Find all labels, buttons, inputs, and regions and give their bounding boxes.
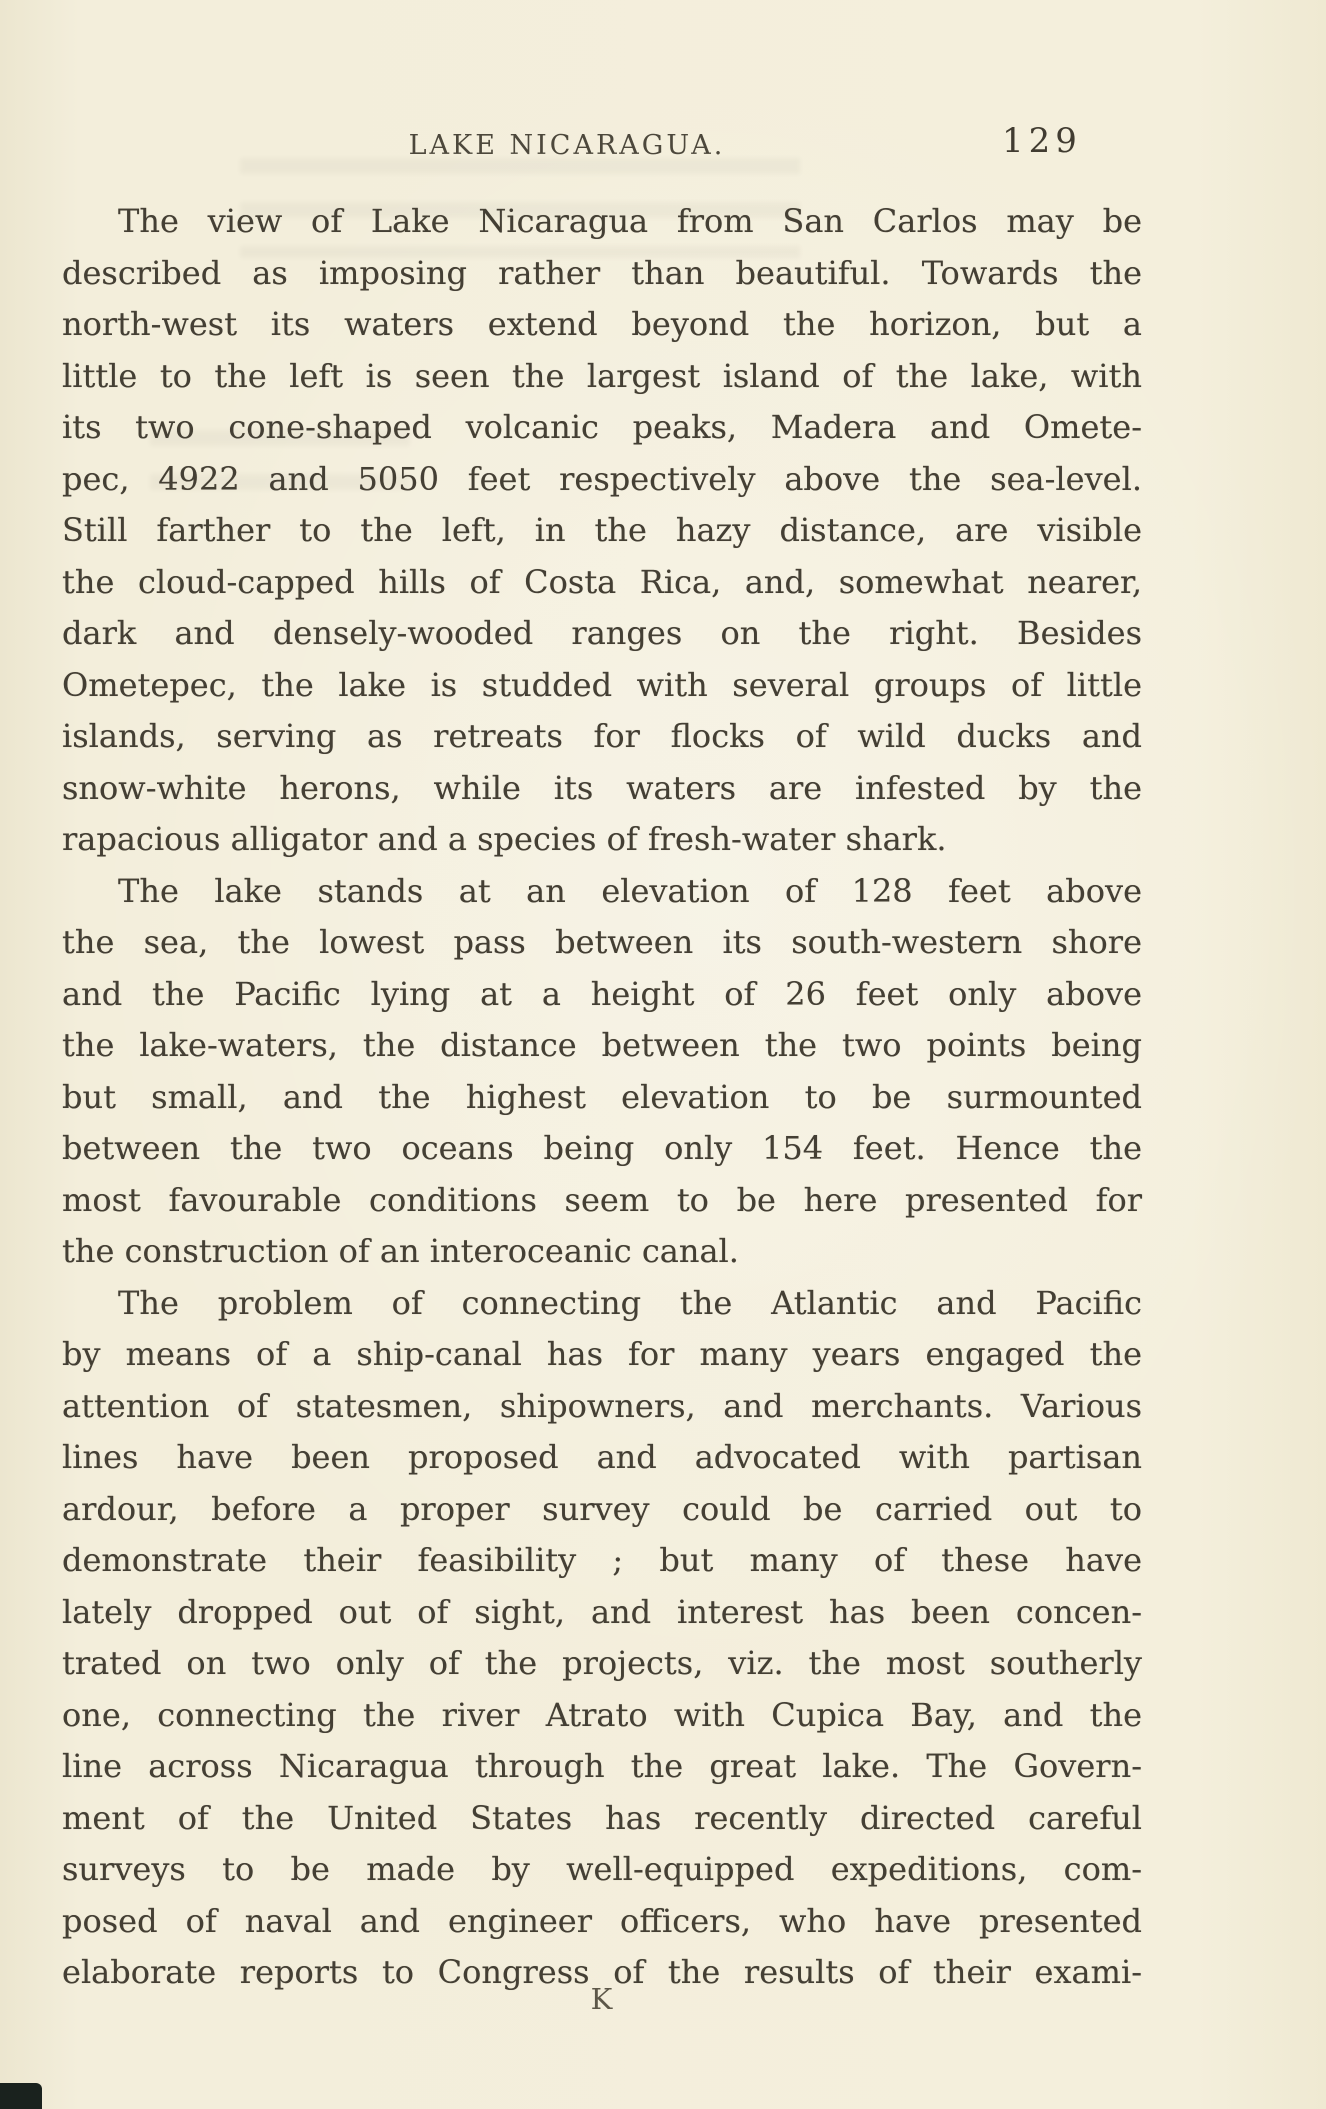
text-line: dark and densely-wooded ranges on the right. Besides	[62, 614, 1142, 652]
text-line: the sea, the lowest pass between its south-western shore	[62, 923, 1142, 961]
text-line: the cloud-capped hills of Costa Rica, and, somewhat nearer,	[62, 562, 1142, 601]
text-line: The problem of connecting the Atlantic and Pacific	[118, 1283, 1142, 1322]
text-line: The lake stands at an elevation of 128 feet above	[118, 871, 1142, 910]
text-line: its two cone-shaped volcanic peaks, Madera and Omete-	[62, 408, 1142, 446]
paragraph	[62, 1278, 1142, 1999]
text-line: The view of Lake Nicaragua from San Carlos may be	[118, 202, 1142, 240]
text-line: little to the left is seen the largest island of the lake, with	[62, 356, 1142, 395]
text-line: elaborate reports to Congress of the results of their exami-	[62, 1953, 1142, 1991]
text-line: lines have been proposed and advocated with partisan	[62, 1438, 1142, 1476]
text-line: one, connecting the river Atrato with Cupica Bay, and the	[62, 1695, 1142, 1734]
text-line: islands, serving as retreats for flocks of wild ducks and	[62, 717, 1142, 755]
text-line: ardour, before a proper survey could be carried out to	[62, 1489, 1142, 1528]
paragraph	[62, 196, 1142, 866]
text-line: line across Nicaragua through the great lake. The Govern-	[62, 1747, 1142, 1785]
text-line: most favourable conditions seem to be here presented for	[62, 1180, 1142, 1219]
text-line: the lake-waters, the distance between the two points being	[62, 1026, 1142, 1064]
text-line: surveys to be made by well-equipped expeditions, com-	[62, 1850, 1142, 1888]
text-line: trated on two only of the projects, viz. the most southerly	[62, 1644, 1142, 1682]
text-line: the construction of an interoceanic canal.	[62, 1232, 739, 1270]
text-line: pec, 4922 and 5050 feet respectively above the sea-level.	[62, 459, 1142, 498]
text-line: Ometepec, the lake is studded with several groups of little	[62, 665, 1142, 704]
text-line: by means of a ship-canal has for many years engaged the	[62, 1335, 1142, 1373]
page-number: 129	[1002, 121, 1082, 161]
text-line: ment of the United States has recently directed careful	[62, 1798, 1142, 1837]
text-line: lately dropped out of sight, and interest has been concen-	[62, 1592, 1142, 1631]
text-line: described as imposing rather than beautiful. Towards the	[62, 253, 1142, 292]
page-body	[62, 196, 1142, 1999]
text-line: and the Pacific lying at a height of 26 feet only above	[62, 974, 1142, 1013]
text-line: Still farther to the left, in the hazy distance, are visible	[62, 511, 1142, 549]
text-line: demonstrate their feasibility ; but many of these have	[62, 1541, 1142, 1579]
paragraph	[62, 866, 1142, 1278]
text-line: posed of naval and engineer officers, who have presented	[62, 1901, 1142, 1940]
text-line: snow-white herons, while its waters are infested by the	[62, 768, 1142, 807]
scan-edge-mark	[0, 2083, 42, 2109]
text-line: attention of statesmen, shipowners, and merchants. Various	[62, 1386, 1142, 1425]
text-line: north-west its waters extend beyond the horizon, but a	[62, 305, 1142, 343]
text-line: between the two oceans being only 154 feet. Hence the	[62, 1129, 1142, 1167]
text-line: rapacious alligator and a species of fresh-water shark.	[62, 820, 947, 858]
text-line: but small, and the highest elevation to be surmounted	[62, 1077, 1142, 1116]
running-title: LAKE NICARAGUA.	[408, 130, 726, 161]
signature-mark: K	[590, 1982, 614, 2016]
